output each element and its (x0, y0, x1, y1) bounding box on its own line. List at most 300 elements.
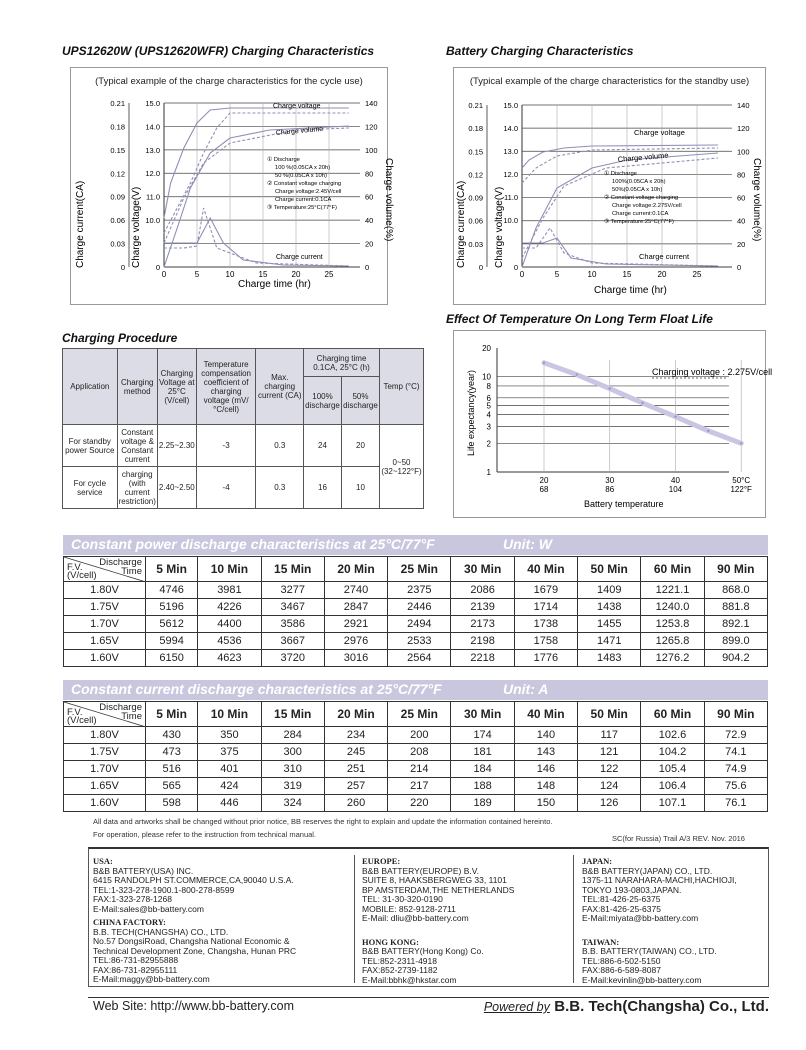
proc-r1-current: 0.3 (256, 425, 304, 467)
current-table-cell: 446 (198, 795, 261, 812)
contact-line[interactable]: E-Mail:maggy@bb-battery.com (93, 974, 210, 984)
rc-current-tick: 0.06 (468, 216, 483, 226)
left-label-charge-current: Charge current (276, 254, 323, 261)
proc-h-time50: 50% discharge (342, 377, 380, 425)
contact-line: B.B. BATTERY(TAIWAN) CO., LTD. (582, 946, 717, 956)
right-chart-box (453, 67, 766, 305)
power-table-cell: 868.0 (704, 582, 767, 599)
float-life-y-tick: 20 (482, 344, 491, 353)
rc-current-tick: 0.21 (468, 101, 483, 110)
current-table-cell: 189 (451, 795, 514, 812)
proc-r1-coef: -3 (196, 425, 256, 467)
current-table-cell: 121 (578, 744, 641, 761)
right-chart-caption: (Typical example of the charge characteristics for the standby use) (469, 76, 750, 87)
contact-line: SUITE 8, HAAKSBERGWEG 33, 1101 (362, 875, 507, 885)
rc-voltage-curve-2 (522, 148, 718, 183)
power-table-cell: 2218 (451, 650, 514, 667)
rc-current-tick: 0 (478, 263, 483, 272)
power-table-cell: 4623 (198, 650, 261, 667)
power-table-cell: 2564 (388, 650, 451, 667)
float-life-y-tick: 1 (486, 468, 491, 477)
rc-x-tick: 0 (519, 270, 525, 279)
float-life-x-tick-c: 30 (605, 476, 615, 485)
current-table-cell: 324 (261, 795, 324, 812)
procedure-table (62, 348, 424, 509)
power-table-title: Constant power discharge characteristics at 25°C/77°F (71, 536, 435, 552)
right-y-current-label: Charge current(CA) (456, 180, 467, 268)
footer (88, 997, 769, 1015)
contact-line: Technical Development Zone, Changsha, Hunan PRC (93, 945, 297, 956)
power-table-cell: 3981 (198, 582, 261, 599)
float-life-y-label: Life expectancy(year) (466, 369, 476, 456)
current-table-col-header: 10 Min (198, 702, 261, 727)
contact-taiwan-head: TAIWAN: (582, 936, 620, 947)
current-table-col-header: 15 Min (261, 702, 324, 727)
power-table-cell: 2847 (324, 599, 387, 616)
power-table-cell: 3586 (261, 616, 324, 633)
table-row (64, 778, 768, 795)
power-table-cell: 1738 (514, 616, 577, 633)
float-life-x-tick-c: 20 (539, 476, 549, 485)
float-life-box (453, 330, 773, 518)
contact-line: 1375-11 NARAHARA-MACHI,HACHIOJI, (582, 875, 737, 885)
power-table-cell: 1221.1 (641, 582, 704, 599)
lc-current-tick: 0.03 (110, 239, 125, 249)
power-table-cell: 5994 (146, 633, 198, 650)
power-table-cell: 1253.8 (641, 616, 704, 633)
current-table-cell: 319 (261, 778, 324, 795)
rc-x-tick: 20 (657, 270, 667, 279)
power-table-cell: 1276.2 (641, 650, 704, 667)
contact-line: FAX:81-426-25-6375 (582, 903, 661, 914)
footer-company: B.B. Tech(Changsha) Co., Ltd. (554, 998, 769, 1015)
float-life-x-tick-c: 50°C (732, 476, 751, 485)
power-table-band (63, 535, 768, 555)
proc-r2-application: For cycle service (63, 467, 118, 509)
power-table-cell: 3667 (261, 633, 324, 650)
table-row (64, 744, 768, 761)
power-table-unit: Unit: W (503, 536, 552, 552)
power-table-corner (64, 557, 146, 582)
current-table-cell: 375 (198, 744, 261, 761)
lc-volume-tick: 60 (365, 192, 374, 202)
right-label-charge-volume: Charge volume (617, 150, 669, 164)
footer-powered-by: Powered by (483, 1000, 550, 1014)
rc-voltage-tick: 0 (513, 263, 518, 272)
contact-line[interactable]: E-Mail:miyata@bb-battery.com (582, 913, 699, 923)
float-life-point (707, 430, 709, 432)
proc-r2-method: charging (with current restriction) (117, 467, 157, 509)
proc-r2-t50: 10 (342, 467, 380, 509)
lc-volume-tick: 120 (365, 122, 378, 132)
current-table-cell: 143 (514, 744, 577, 761)
proc-r1-t50: 20 (342, 425, 380, 467)
rc-legend-item: Charge voltage:2.275V/cell (612, 203, 682, 209)
current-table-cell: 284 (261, 727, 324, 744)
lc-x-tick: 0 (161, 270, 167, 279)
left-chart-caption: (Typical example of the charge characteristics for the cycle use) (95, 76, 363, 87)
right-chart-svg (454, 68, 767, 306)
contact-line: B&B BATTERY(USA) INC. (93, 865, 194, 876)
proc-r2-current: 0.3 (256, 467, 304, 509)
power-table-cell: 2375 (388, 582, 451, 599)
table-row (64, 633, 768, 650)
current-table-col-header: 40 Min (514, 702, 577, 727)
current-table-cell: 72.9 (704, 727, 767, 744)
current-table-col-header: 30 Min (451, 702, 514, 727)
float-life-x-tick-c: 40 (671, 476, 680, 485)
power-table-cell: 1265.8 (641, 633, 704, 650)
lc-legend-item: ③ Temperature:25°C(77°F) (267, 205, 337, 211)
contact-line: B&B BATTERY(Hong Kong) Co. (362, 946, 484, 956)
lc-legend-item: Charge current:0.1CA (275, 197, 332, 203)
rc-volume-tick: 120 (737, 124, 750, 134)
right-x-label: Charge time (hr) (594, 285, 667, 296)
current-table-corner-bottom: F.V. (V/cell) (67, 707, 97, 726)
lc-x-tick: 25 (324, 270, 334, 279)
power-table-cell: 3277 (261, 582, 324, 599)
current-table-cell: 245 (324, 744, 387, 761)
current-table-col-header: 5 Min (146, 702, 198, 727)
power-table-cell: 2446 (388, 599, 451, 616)
contact-line: MOBILE: 852-9128-2711 (362, 903, 456, 914)
float-life-point (576, 373, 578, 375)
power-table-cell: 1483 (578, 650, 641, 667)
lc-current-tick: 0.12 (110, 169, 125, 179)
table-row (64, 616, 768, 633)
contact-line: No.57 DongsiRoad, Changsha National Economic & (93, 936, 290, 946)
rc-legend-item: 50%(0.05CA x 10h) (612, 187, 663, 193)
right-chart-legend (604, 170, 682, 225)
proc-r1-application: For standby power Source (63, 425, 118, 467)
lc-voltage-tick: 11.0 (145, 192, 160, 202)
contact-usa (93, 857, 296, 985)
left-y-right-label: Charge volume(%) (383, 158, 394, 242)
power-table-cell: 1776 (514, 650, 577, 667)
current-table-cell: 300 (261, 744, 324, 761)
power-table-cell: 3720 (261, 650, 324, 667)
current-table-cell: 565 (146, 778, 198, 795)
note-line2: For operation, please refer to the instruction from technical manual. (93, 830, 317, 839)
current-table-cell: 181 (451, 744, 514, 761)
proc-h-voltage: Charging Voltage at 25°C (V/cell) (157, 349, 196, 425)
lc-volume-tick: 40 (365, 216, 374, 226)
power-table-col-header: 40 Min (514, 557, 577, 582)
float-life-x-tick-f: 122°F (730, 485, 752, 494)
contact-line: B.B. TECH(CHANGSHA) CO., LTD. (93, 926, 229, 937)
float-life-point (641, 402, 643, 404)
lc-legend-item: ① Discharge (267, 157, 300, 163)
power-table-col-header: 20 Min (324, 557, 387, 582)
float-life-y-tick: 8 (486, 381, 491, 391)
current-table-cell: 310 (261, 761, 324, 778)
power-table-cell: 2494 (388, 616, 451, 633)
current-table-cell: 122 (578, 761, 641, 778)
proc-h-time100: 100% discharge (304, 377, 342, 425)
current-table-cell: 188 (451, 778, 514, 795)
current-table-col-header: 20 Min (324, 702, 387, 727)
power-table-cell: 1471 (578, 633, 641, 650)
current-table-fv: 1.75V (64, 744, 146, 761)
current-table-title: Constant current discharge characteristics at 25°C/77°F (71, 681, 442, 697)
power-table-corner-bottom: F.V. (V/cell) (67, 562, 97, 581)
contact-line: BP AMSTERDAM,THE NETHERLANDS (362, 884, 515, 895)
proc-temp-range: 0~50 (32~122°F) (379, 425, 423, 509)
rc-volume-tick: 60 (737, 193, 746, 203)
rc-voltage-tick: 11.0 (503, 193, 518, 202)
current-table-cell: 234 (324, 727, 387, 744)
current-table-fv: 1.60V (64, 795, 146, 812)
power-table-cell: 1409 (578, 582, 641, 599)
table-row (64, 650, 768, 667)
power-table-cell: 899.0 (704, 633, 767, 650)
float-life-point (740, 442, 742, 444)
lc-voltage-tick: 0 (155, 263, 160, 272)
left-y-current-label: Charge current(CA) (75, 180, 86, 268)
power-table-cell: 4226 (198, 599, 261, 616)
power-table-cell: 892.1 (704, 616, 767, 633)
current-table-cell: 150 (514, 795, 577, 812)
current-table-cell: 148 (514, 778, 577, 795)
rc-volume-tick: 0 (737, 263, 742, 272)
left-label-charge-voltage: Charge voltage (273, 103, 321, 110)
contact-line: TEL: 31-30-320-0190 (362, 894, 443, 904)
power-table-cell: 2533 (388, 633, 451, 650)
right-y-right-label: Charge volume(%) (751, 158, 762, 242)
contact-europe (362, 857, 514, 985)
power-table-cell: 5196 (146, 599, 198, 616)
current-table-cell: 117 (578, 727, 641, 744)
current-table-col-header: 90 Min (704, 702, 767, 727)
proc-h-coef: Temperature compensation coefficient of charging voltage (mV/°C/cell) (196, 349, 256, 425)
lc-current-tick: 0.06 (110, 216, 125, 226)
table-row (64, 761, 768, 778)
current-table-col-header: 50 Min (578, 702, 641, 727)
power-table-cell: 1758 (514, 633, 577, 650)
power-table-corner-top: Discharge Time (99, 557, 142, 577)
current-table-cell: 430 (146, 727, 198, 744)
power-table-cell: 3467 (261, 599, 324, 616)
rc-voltage-tick: 10.0 (503, 216, 518, 225)
note-line1: All data and artworks shall be changed without prior notice, BB reserves the right to explain and update the information contained hereinto. (93, 817, 553, 826)
lc-voltage-tick: 10.0 (145, 216, 160, 225)
lc-x-tick: 5 (194, 270, 200, 279)
proc-h-time: Charging time 0.1CA, 25°C (h) (304, 349, 380, 377)
contact-line[interactable]: E-Mail:sales@bb-battery.com (93, 903, 204, 914)
contact-line: FAX:1-323-278-1268 (93, 894, 172, 904)
current-table-cell: 174 (451, 727, 514, 744)
rc-x-tick: 25 (692, 270, 702, 279)
rc-voltage-tick: 15.0 (503, 101, 518, 110)
proc-h-current: Max. charging current (CA) (256, 349, 304, 425)
power-table-cell: 1714 (514, 599, 577, 616)
current-table-cell: 200 (388, 727, 451, 744)
note-revision: SC(for Russia) Trail A/3 REV. Nov. 2016 (612, 834, 745, 843)
contact-line: FAX:886-6-589-8087 (582, 965, 661, 975)
rc-legend-item: ③ Temperature:25°C(77°F) (604, 219, 674, 225)
rc-legend-item: 100%(0.05CA x 20h) (612, 179, 666, 185)
current-table-cell: 260 (324, 795, 387, 812)
float-life-x-tick-f: 68 (539, 485, 549, 494)
rc-x-tick: 10 (587, 270, 597, 279)
left-chart-box (70, 67, 394, 305)
current-table-cell: 401 (198, 761, 261, 778)
rc-current-tick: 0.15 (468, 147, 483, 157)
proc-r2-coef: -4 (196, 467, 256, 509)
current-table-band (63, 680, 768, 700)
power-table-cell: 2740 (324, 582, 387, 599)
left-x-label: Charge time (hr) (238, 279, 311, 290)
power-table-fv: 1.60V (64, 650, 146, 667)
float-life-x-tick-f: 86 (605, 485, 615, 494)
power-table-col-header: 5 Min (146, 557, 198, 582)
contact-line[interactable]: E-Mail: dliu@bb-battery.com (362, 913, 469, 923)
current-table-unit: Unit: A (503, 681, 549, 697)
power-table-fv: 1.70V (64, 616, 146, 633)
lc-legend-item: ② Constant voltage charging (267, 181, 342, 187)
current-table-cell: 424 (198, 778, 261, 795)
left-chart-legend (267, 156, 341, 211)
contact-line: B&B BATTERY(EUROPE) B.V. (362, 865, 479, 876)
power-table-cell: 1240.0 (641, 599, 704, 616)
float-life-y-tick: 3 (486, 422, 491, 432)
rc-volume-tick: 100 (737, 147, 750, 157)
current-table-col-header: 25 Min (388, 702, 451, 727)
current-table (63, 701, 768, 812)
current-table-fv: 1.80V (64, 727, 146, 744)
float-life-y-tick: 2 (486, 439, 491, 449)
current-table-cell: 104.2 (641, 744, 704, 761)
current-table-cell: 102.6 (641, 727, 704, 744)
float-life-y-tick: 6 (486, 393, 491, 403)
proc-r1-t100: 24 (304, 425, 342, 467)
lc-x-tick: 15 (258, 270, 268, 279)
current-table-cell: 257 (324, 778, 387, 795)
footer-website[interactable]: Web Site: http://www.bb-battery.com (93, 999, 295, 1013)
proc-r1-method: Constant voltage & Constant current (117, 425, 157, 467)
proc-h-temp: Temp (°C) (379, 349, 423, 425)
current-table-cell: 598 (146, 795, 198, 812)
right-label-charge-current: Charge current (639, 252, 690, 261)
rc-voltage-tick: 13.0 (503, 147, 518, 156)
table-row (64, 599, 768, 616)
rc-current-tick: 0.18 (468, 124, 483, 134)
lc-x-tick: 20 (291, 270, 301, 279)
rc-current-tick: 0.12 (468, 170, 483, 180)
power-table-col-header: 10 Min (198, 557, 261, 582)
current-table-col-header: 60 Min (641, 702, 704, 727)
float-life-y-tick: 4 (486, 410, 491, 420)
current-table-fv: 1.65V (64, 778, 146, 795)
power-table (63, 556, 768, 667)
current-table-cell: 75.6 (704, 778, 767, 795)
power-table-cell: 1438 (578, 599, 641, 616)
procedure-title: Charging Procedure (62, 331, 178, 345)
proc-h-method: Charging method (117, 349, 157, 425)
contact-hk-head: HONG KONG: (362, 936, 419, 947)
current-table-cell: 106.4 (641, 778, 704, 795)
proc-r2-t100: 16 (304, 467, 342, 509)
power-table-cell: 1679 (514, 582, 577, 599)
power-table-cell: 2198 (451, 633, 514, 650)
contact-line: TEL:886-6-502-5150 (582, 955, 661, 966)
lc-current-tick: 0 (120, 263, 125, 272)
current-table-cell: 473 (146, 744, 198, 761)
lc-current-tick: 0.18 (110, 122, 125, 132)
contact-usa-head: USA: (93, 856, 113, 866)
contact-japan (582, 857, 737, 985)
lc-voltage-tick: 15.0 (145, 99, 160, 108)
contact-line: TEL:852-2311-4918 (362, 955, 437, 966)
lc-voltage-tick: 13.0 (145, 145, 160, 155)
float-life-svg (454, 331, 773, 519)
current-table-cell: 146 (514, 761, 577, 778)
right-label-charge-voltage: Charge voltage (634, 128, 685, 137)
rc-voltage-tick: 14.0 (503, 124, 518, 133)
right-chart-title: Battery Charging Characteristics (446, 44, 634, 58)
contact-line: FAX:86-731-82955111 (93, 964, 178, 975)
lc-volume-tick: 140 (365, 99, 378, 108)
power-table-cell: 4746 (146, 582, 198, 599)
contact-line: B&B BATTERY(JAPAN) CO., LTD. (582, 865, 713, 876)
power-table-cell: 3016 (324, 650, 387, 667)
contact-europe-head: EUROPE: (362, 856, 401, 866)
power-table-fv: 1.65V (64, 633, 146, 650)
lc-voltage-tick: 14.0 (145, 122, 160, 132)
rc-volume-tick: 140 (737, 101, 750, 110)
rc-legend-item: ① Discharge (604, 171, 637, 177)
rc-volume-tick: 40 (737, 216, 746, 226)
rc-voltage-tick: 12.0 (503, 170, 518, 179)
current-table-corner-top: Discharge Time (99, 702, 142, 722)
proc-r2-voltage: 2.40~2.50 (157, 467, 196, 509)
rc-volume-tick: 20 (737, 239, 746, 249)
rc-x-tick: 5 (554, 270, 560, 279)
proc-r1-voltage: 2.25~2.30 (157, 425, 196, 467)
power-table-cell: 4400 (198, 616, 261, 633)
current-table-cell: 126 (578, 795, 641, 812)
current-table-cell: 105.4 (641, 761, 704, 778)
power-table-cell: 2139 (451, 599, 514, 616)
power-table-cell: 881.8 (704, 599, 767, 616)
float-life-point (674, 416, 676, 418)
power-table-fv: 1.80V (64, 582, 146, 599)
lc-voltage-tick: 12.0 (145, 169, 160, 179)
lc-volume-tick: 100 (365, 145, 378, 155)
power-table-col-header: 25 Min (388, 557, 451, 582)
right-y-voltage-label: Charge voltage(V) (494, 186, 505, 268)
rc-volume-tick: 80 (737, 170, 746, 180)
contact-line[interactable]: E-Mail:kevinlin@bb-battery.com (582, 974, 702, 985)
float-life-y-tick: 5 (486, 401, 491, 411)
rc-x-tick: 15 (622, 270, 632, 279)
lc-volume-tick: 0 (365, 263, 370, 272)
table-row (64, 727, 768, 744)
power-table-cell: 6150 (146, 650, 198, 667)
power-table-col-header: 15 Min (261, 557, 324, 582)
table-row (64, 582, 768, 599)
current-table-cell: 74.1 (704, 744, 767, 761)
rc-legend-item: ② Constant voltage charging (604, 195, 679, 201)
contact-line[interactable]: E-Mail:bbhk@hkstar.com (362, 974, 457, 985)
power-table-cell: 2173 (451, 616, 514, 633)
lc-legend-item: 100 %(0.05CA x 20h) (275, 165, 331, 171)
right-chart-grid (468, 101, 749, 279)
contact-line: FAX:852-2739-1182 (362, 965, 438, 975)
power-table-cell: 2086 (451, 582, 514, 599)
lc-legend-item: Charge voltage:2.45V/cell (275, 189, 342, 195)
current-table-cell: 251 (324, 761, 387, 778)
